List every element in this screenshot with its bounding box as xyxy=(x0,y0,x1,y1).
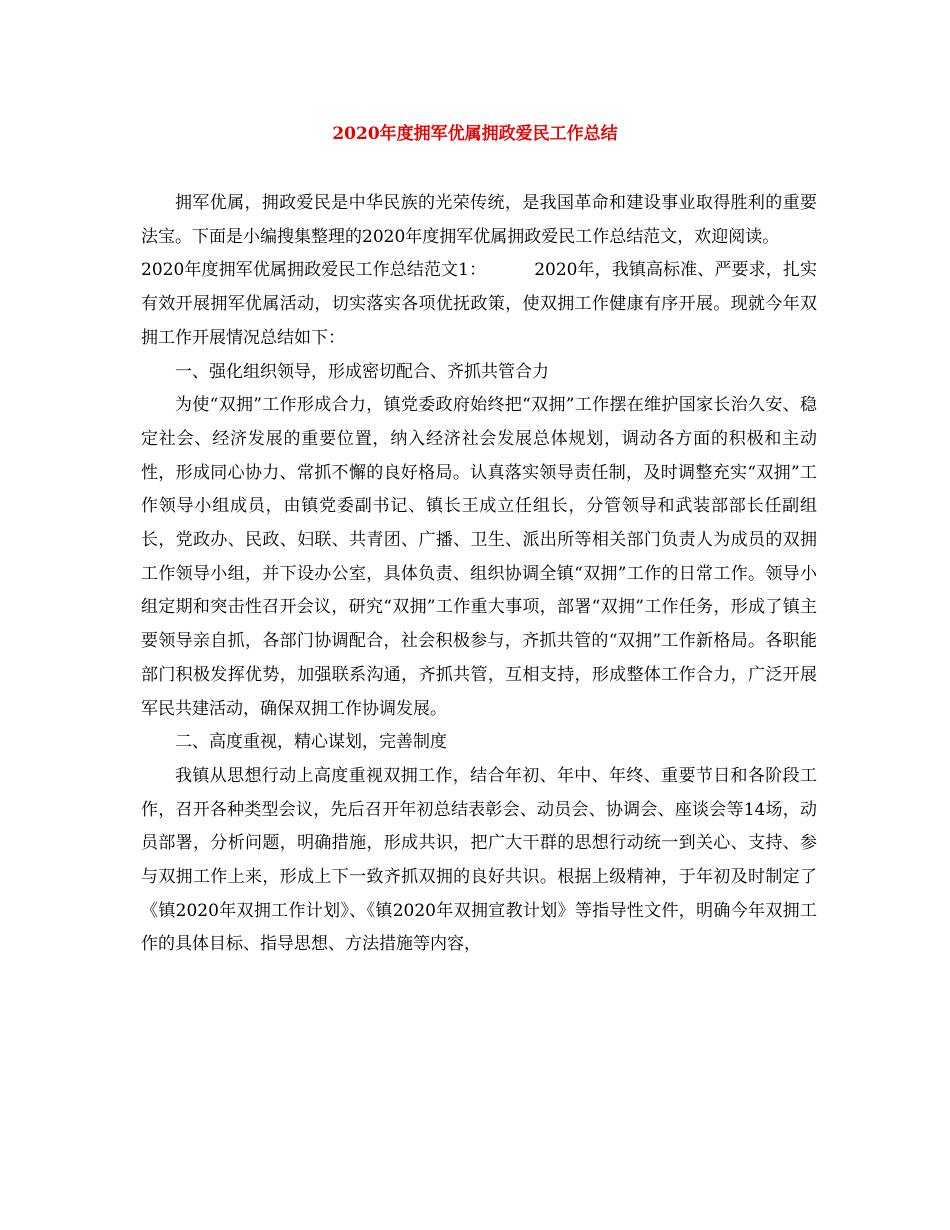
section1-body: 为使“双拥”工作形成合力，镇党委政府始终把“双拥”工作摆在维护国家长治久安、稳定社会、经济发展的重要位置，纳入经济社会发展总体规划，调动各方面的积极和主动性，形成同心协力、常抓不懈的良好格局。认真落实领导责任制，及时调整充实“双拥”工作领导小组成员，由镇党委副书记、镇长王成立任组长，分管领导和武装部部长任副组长，党政办、民政、妇联、共青团、广播、卫生、派出所等相关部门负责人为成员的双拥工作领导小组，并下设办公室，具体负责、组织协调全镇“双拥”工作的日常工作。领导小组定期和突击性召开会议，研究“双拥”工作重大事项，部署“双拥”工作任务，形成了镇主要领导亲自抓，各部门协调配合，社会积极参与，齐抓共管的“双拥”工作新格局。各职能部门积极发挥优势，加强联系沟通，齐抓共管，互相支持，形成整体工作合力，广泛开展军民共建活动，确保双拥工作协调发展。 xyxy=(141,395,817,719)
sample-paragraph xyxy=(141,254,817,355)
document-body xyxy=(141,187,817,962)
intro-paragraph: 拥军优属，拥政爱民是中华民族的光荣传统，是我国革命和建设事业取得胜利的重要法宝。下面是小编搜集整理的2020年度拥军优属拥政爱民工作总结范文，欢迎阅读。 xyxy=(141,193,817,247)
section2-heading: 二、高度重视，精心谋划，完善制度 xyxy=(175,732,447,753)
sample-heading: 2020年度拥军优属拥政爱民工作总结范文1： xyxy=(141,260,487,281)
sample-lead: 2020年，我镇高标准、严要求，扎实有效开展拥军优属活动，切实落实各项优抚政策，使双拥工作健康有序开展。现就今年双拥工作开展情况总结如下： xyxy=(141,260,817,348)
section1-heading: 一、强化组织领导，形成密切配合、齐抓共管合力 xyxy=(175,361,549,382)
document-title: 2020年度拥军优属拥政爱民工作总结 xyxy=(332,124,618,144)
section2-body: 我镇从思想行动上高度重视双拥工作，结合年初、年中、年终、重要节日和各阶段工作，召开各种类型会议，先后召开年初总结表彰会、动员会、协调会、座谈会等14场，动员部署，分析问题，明确措施，形成共识，把广大干群的思想行动统一到关心、支持、参与双拥工作上来，形成上下一致齐抓双拥的良好共识。根据上级精神，于年初及时制定了《镇2020年双拥工作计划》、《镇2020年双拥宣教计划》等指导性文件，明确今年双拥工作的具体目标、指导思想、方法措施等内容， xyxy=(141,765,817,955)
